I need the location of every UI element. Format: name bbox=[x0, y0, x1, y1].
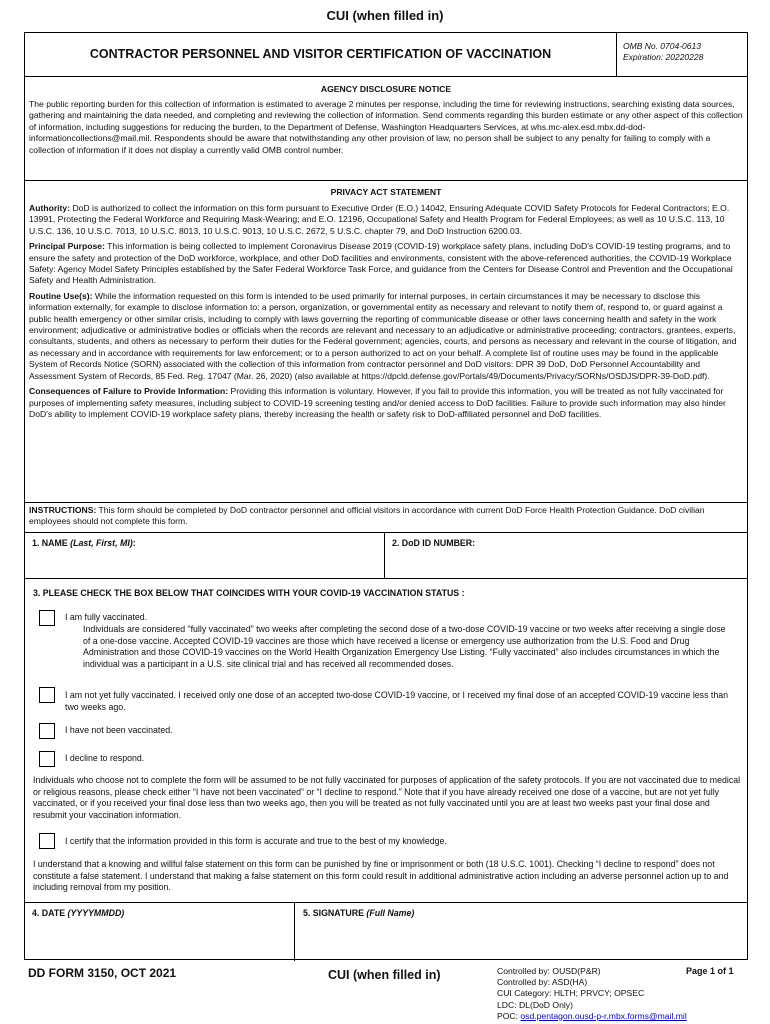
agency-disclosure-section bbox=[25, 77, 747, 181]
date-signature-row bbox=[25, 903, 747, 961]
consequences-paragraph bbox=[29, 386, 743, 420]
privacy-heading: PRIVACY ACT STATEMENT bbox=[330, 187, 442, 197]
vaccination-status-section bbox=[25, 579, 747, 903]
poc-line bbox=[497, 1011, 687, 1022]
poc-label: POC: bbox=[497, 1010, 521, 1021]
decline-label: I decline to respond. bbox=[65, 753, 145, 763]
ldc: LDC: DL(DoD Only) bbox=[497, 999, 573, 1010]
dod-id-field[interactable] bbox=[392, 538, 475, 548]
page-number: Page 1 of 1 bbox=[686, 966, 734, 976]
dod-id-label: 2. DoD ID NUMBER: bbox=[392, 538, 476, 548]
purpose-label: Principal Purpose: bbox=[29, 241, 105, 252]
controlled-by-2: Controlled by: ASD(HA) bbox=[497, 977, 588, 988]
agency-text: The public reporting burden for this collection of information is estimated to average 2 minutes per response, including the time for reviewing instructions, searching existing data sources, gathering and maintaining the data needed, and completing and reviewing the collection of information. Send comments regarding this burden estimate or any other aspect of this collection of information, including suggestions for reducing the burden, to the Department of Defense, Washington Headquarters Services, at whs.mc-alex.esd.mbx.dd-dod-informationcollections@mail.mil. Respondents should be aware that notwithstanding any other provision of law, no person shall be subject to any penalty for failing to comply with a collection of information if it does not display a currently valid OMB control number. bbox=[29, 99, 743, 155]
authority-text: DoD is authorized to collect the information on this form pursuant to Executive Order (E.O.) 14042, Ensuring Adequate COVID Safety Protocols for Federal Contractors; E.O. 13991, Protecting the Federal Workforce and Requiring Mask-Wearing; and E.O. 12196, Occupational Safety and Health Program for Federal Employees; as well as 10 U.S.C. 113, 10 U.S.C. 136, 10 U.S.C. 7013, 10 U.S.C. 8013, 10 U.S.C. 9013, 10 U.S.C. 2672, 5 U.S.C. chapter 79, and DoD Instruction 6200.03. bbox=[29, 203, 730, 236]
date-hint: (YYYYMMDD) bbox=[67, 908, 125, 918]
name-field[interactable] bbox=[32, 538, 136, 548]
form-title: CONTRACTOR PERSONNEL AND VISITOR CERTIFICATION OF VACCINATION bbox=[25, 33, 617, 77]
vaccination-note: Individuals who choose not to complete the form will be assumed to be not fully vaccinated for purposes of application of the safety protocols. If you are not vaccinated due to medical or religious reasons, please check either “I have not been vaccinated” or “I decline to respond.” Note that if you have already received one dose of a vaccine, but are not yet fully vaccinated, or if you received your final dose less than two weeks ago, then you will be treated as not fully vaccinated until you are at least two weeks past your final dose and resubmit your vaccination information. bbox=[33, 775, 741, 820]
certify-label: I certify that the information provided in this form is accurate and true to the best of my knowledge. bbox=[65, 836, 447, 846]
not-vaccinated-checkbox[interactable] bbox=[39, 723, 55, 739]
name-hint: (Last, First, MI) bbox=[70, 538, 133, 548]
partially-vaccinated-label: I am not yet fully vaccinated. I received only one dose of an accepted two-dose COVID-19 vaccine, or I received my final dose of an accepted COVID-19 vaccine less than two weeks ago. bbox=[65, 690, 729, 712]
routine-use-paragraph bbox=[29, 291, 743, 382]
name-id-row bbox=[25, 533, 747, 579]
form-frame bbox=[24, 32, 748, 960]
purpose-paragraph bbox=[29, 241, 743, 287]
privacy-act-section bbox=[25, 181, 747, 503]
fully-vaccinated-label: I am fully vaccinated. bbox=[65, 612, 148, 622]
controlled-by-1: Controlled by: OUSD(P&R) bbox=[497, 966, 601, 976]
fully-vaccinated-checkbox[interactable] bbox=[39, 610, 55, 626]
date-field[interactable] bbox=[32, 908, 124, 918]
false-statement-notice: I understand that a knowing and willful false statement on this form can be punished by fine or imprisonment or both (18 U.S.C. 1001). Checking “I decline to respond” does not constitute a false statement. I understand that making a false statement on this form could result in additional administrative action including an adverse personnel action up to and including removal from my position. bbox=[33, 859, 729, 893]
consequences-label: Consequences of Failure to Provide Information: bbox=[29, 386, 229, 397]
partially-vaccinated-checkbox[interactable] bbox=[39, 687, 55, 703]
omb-block bbox=[623, 41, 703, 63]
instructions-label: INSTRUCTIONS: bbox=[29, 505, 97, 515]
consequences-text: Providing this information is voluntary. However, if you fail to provide this information, you will be treated as not fully vaccinated for purposes of implementing safety measures, including subject to COVID-19 screening testing and/or denied access to DoD facilities. Failure to provide such information may also hinder DoD's ability to implement COVID-19 workplace safety plans, thereby increasing the health or safety risk to DoD-affiliated personnel and DoD facilities. bbox=[29, 386, 726, 419]
date-label: 4. DATE bbox=[32, 908, 68, 918]
routine-label: Routine Use(s): bbox=[29, 290, 93, 301]
date-divider bbox=[294, 903, 295, 961]
authority-paragraph bbox=[29, 203, 743, 237]
title-row bbox=[25, 33, 747, 77]
omb-expiration: Expiration: 20220228 bbox=[623, 52, 704, 62]
cui-footer: CUI (when filled in) bbox=[328, 968, 441, 982]
control-block bbox=[497, 966, 687, 1022]
instructions-text: This form should be completed by DoD contractor personnel and official visitors in accordance with current DoD Force Health Protection Guidance. DoD civilian employees should not complete this form. bbox=[29, 505, 705, 527]
name-colon: : bbox=[132, 538, 136, 548]
not-vaccinated-label: I have not been vaccinated. bbox=[65, 725, 173, 735]
name-label: 1. NAME bbox=[32, 538, 71, 548]
routine-text: While the information requested on this form is intended to be used primarily for internal purposes, in certain circumstances it may be necessary to disclose this information externally, for example to disclose information to: a person, organization, or governmental entity as necessary and relevant to notify them of, respond to, or guard against a public health emergency or other similar crisis, including to comply with laws governing the reporting of communicable disease or other laws concerning health and safety in the work environment; adjudicative or administrative bodies or officials when the records are relevant and necessary to an adjudicative or administrative proceeding; contractors, grantees, experts, consultants, students, and others as necessary to perform their duties for the Federal government; agencies, courts, and persons as necessary and relevant in the course of litigation, and as necessary and in accordance with requirements for law enforcement; or to a person authorized to act on your behalf. A complete list of routine uses may be found in the applicable System of Records Notice (SORN) associated with the collection of this information from contractor personnel and DoD visitors: DPR 39 DoD, DoD Personnel Accountability and Assessment System of Records, 85 Fed. Reg. 17047 (Mar. 26, 2020) (also available at https://dpcld.defense.gov/Portals/49/Documents/Privacy/SORNs/OSDJS/DPR-39-DoD.pdf). bbox=[29, 290, 737, 381]
name-divider bbox=[384, 533, 385, 578]
authority-label: Authority: bbox=[29, 203, 71, 213]
certify-checkbox[interactable] bbox=[39, 833, 55, 849]
cui-header: CUI (when filled in) bbox=[326, 8, 444, 23]
poc-email-link[interactable]: osd.pentagon.ousd-p-r.mbx.forms@mail.mil bbox=[520, 1010, 687, 1021]
decline-checkbox[interactable] bbox=[39, 751, 55, 767]
signature-field[interactable] bbox=[303, 908, 414, 918]
cui-category: CUI Category: HLTH; PRVCY; OPSEC bbox=[497, 988, 645, 999]
vaccination-heading: 3. PLEASE CHECK THE BOX BELOW THAT COINCIDES WITH YOUR COVID-19 VACCINATION STATUS : bbox=[33, 588, 465, 598]
instructions-paragraph bbox=[29, 505, 743, 528]
omb-number: OMB No. 0704-0613 bbox=[623, 41, 701, 51]
signature-hint: (Full Name) bbox=[366, 908, 415, 918]
purpose-text: This information is being collected to implement Coronavirus Disease 2019 (COVID-19) workplace safety plans, including DoD's COVID-19 testing programs, and to ensure the safety and protection of the DoD workforce, workplace, and other DoD facilities and environments, consistent with the above-referenced authorities, the COVID-19 Workplace Safety: Agency Model Safety Principles established by the Safer Federal Workforce Task Force, and guidance from the Centers for Disease Control and Prevention and the Occupational Safety and Health Administration. bbox=[29, 241, 733, 286]
fully-vaccinated-detail: Individuals are considered “fully vaccinated” two weeks after completing the second dose of a two-dose COVID-19 vaccine or two weeks after receiving a single dose of a one-dose vaccine. Accepted COVID-19 vaccines are those which have received a license or emergency use authorization from the U.S. Food and Drug Administration and those COVID-19 vaccines on the World Health Organization Emergency Use Listing. “Fully vaccinated” also includes circumstances in which the individual was a participant in a U.S. site clinical trial and has received all recommended doses. bbox=[83, 624, 726, 669]
form-id: DD FORM 3150, OCT 2021 bbox=[28, 966, 177, 980]
agency-heading: AGENCY DISCLOSURE NOTICE bbox=[320, 84, 452, 94]
signature-label: 5. SIGNATURE bbox=[303, 908, 367, 918]
instructions-section bbox=[25, 503, 747, 533]
